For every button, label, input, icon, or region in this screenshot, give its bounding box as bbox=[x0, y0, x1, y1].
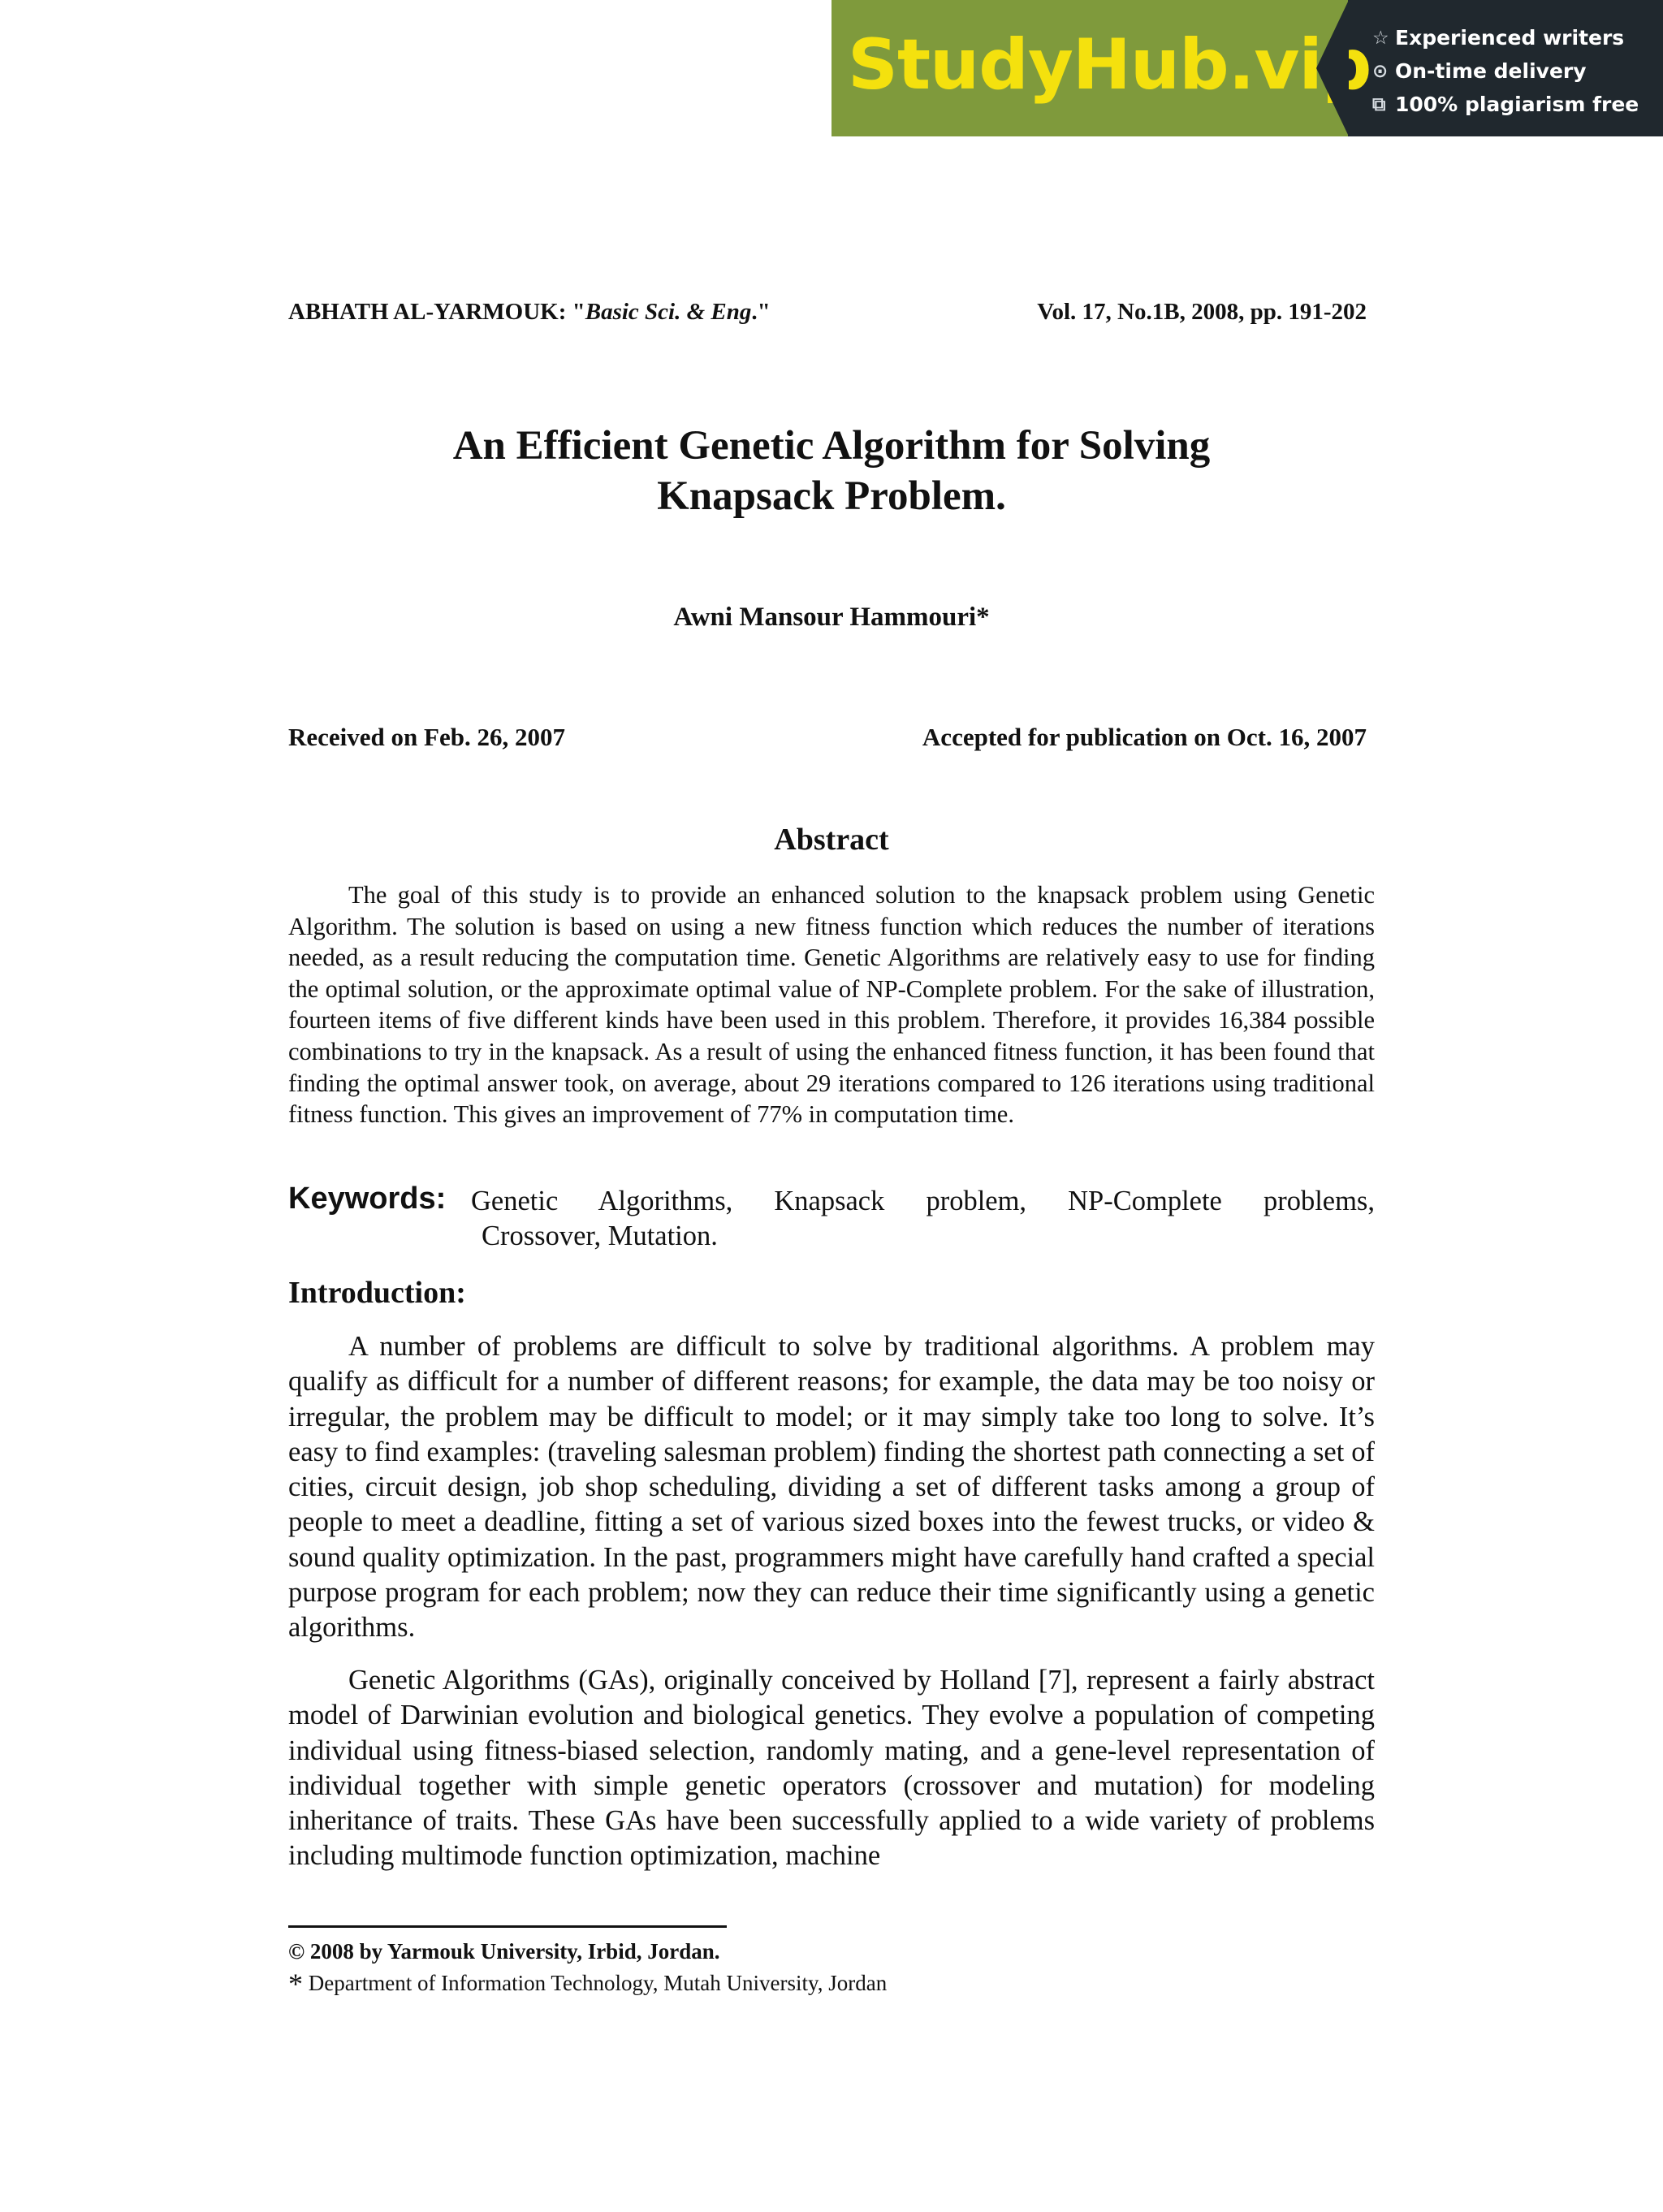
paper-title-line-2: Knapsack Problem. bbox=[657, 473, 1006, 519]
feature-label: Experienced writers bbox=[1395, 26, 1625, 50]
footnote-copyright: © 2008 by Yarmouk University, Irbid, Jordan. bbox=[288, 1939, 720, 1964]
keywords-line-1: Genetic Algorithms, Knapsack problem, NP-Complete problems, bbox=[471, 1186, 1375, 1216]
accepted-date: Accepted for publication on Oct. 16, 2007 bbox=[922, 723, 1367, 751]
introduction-paragraph-2: Genetic Algorithms (GAs), originally conceived by Holland [7], represent a fairly abstract model of Darwinian evolution and biological genetics. They evolve a population of competing individual using fitness-biased selection, randomly mating, and a gene-level representation of individual together with simple genetic operators (crossover and mutation) for modeling inheritance of traits. These GAs have been successfully applied to a wide variety of problems including multimode function optimization, machine bbox=[288, 1665, 1375, 1872]
footnote-affiliation bbox=[288, 1967, 887, 2001]
banner-arrow-shape bbox=[1316, 0, 1349, 136]
abstract-heading: Abstract bbox=[774, 823, 889, 857]
studyhub-logo: StudyHub.vip bbox=[848, 24, 1371, 106]
introduction-paragraph-1: A number of problems are difficult to solve by traditional algorithms. A problem may qualify as difficult for a number of different reasons; for example, the data may be too noisy or irregular, the problem may be difficult to model; or it may simply take too long to solve. It’s easy to find examples: (traveling salesman problem) finding the shortest path connecting a set of cities, circuit design, job shop scheduling, dividing a set of different tasks among a group of people to meet a deadline, fitting a set of various sized boxes into the fewest trucks, or video & sound quality optimization. In the past, programmers might have carefully hand crafted a special purpose program for each problem; now they can reduce their time significantly using a genetic algorithms. bbox=[288, 1331, 1375, 1644]
footnote-star: * bbox=[288, 1968, 303, 2000]
keywords-label: Keywords: bbox=[288, 1182, 447, 1216]
feature-on-time-delivery bbox=[1372, 54, 1663, 88]
journal-name-italic: Basic Sci. & Eng bbox=[585, 299, 752, 325]
feature-label: On-time delivery bbox=[1395, 59, 1587, 83]
introduction-heading: Introduction: bbox=[288, 1276, 466, 1310]
footnote-department: Department of Information Technology, Mutah University, Jordan bbox=[308, 1971, 888, 1995]
star-icon: ☆ bbox=[1372, 27, 1389, 49]
journal-volume: Vol. 17, No.1B, 2008, pp. 191-202 bbox=[1037, 299, 1367, 325]
footnote-divider bbox=[288, 1925, 727, 1928]
received-date: Received on Feb. 26, 2007 bbox=[288, 723, 565, 751]
feature-plagiarism-free bbox=[1372, 88, 1663, 121]
banner-features bbox=[1348, 0, 1663, 136]
journal-name: ABHATH AL-YARMOUK: "Basic Sci. & Eng." bbox=[288, 299, 771, 325]
feature-label: 100% plagiarism free bbox=[1395, 93, 1639, 116]
paper-title-line-1: An Efficient Genetic Algorithm for Solving bbox=[452, 423, 1211, 469]
promo-banner[interactable] bbox=[832, 0, 1663, 136]
feature-experienced-writers bbox=[1372, 21, 1663, 54]
abstract-body: The goal of this study is to provide an enhanced solution to the knapsack problem using Genetic Algorithm. The solution is based on using a new fitness function which reduces the number of iterations needed, as a result reducing the computation time. Genetic Algorithms are relatively easy to use for finding the optimal solution, or the approximate optimal value of NP-Complete problem. For the sake of illustration, fourteen items of five different kinds have been used in this problem. Therefore, it provides 16,384 possible combinations to try in the knapsack. As a result of using the enhanced fitness function, it has been found that finding the optimal answer took, on average, about 29 iterations compared to 126 iterations using traditional fitness function. This gives an improvement of 77% in computation time. bbox=[288, 881, 1375, 1129]
keywords-line-2: Crossover, Mutation. bbox=[482, 1220, 718, 1251]
clock-icon: ⊙ bbox=[1372, 60, 1389, 82]
copy-icon: ⧉ bbox=[1372, 93, 1386, 115]
banner-brand bbox=[832, 0, 1371, 136]
author-name: Awni Mansour Hammouri* bbox=[673, 603, 990, 632]
paper-title bbox=[0, 421, 1663, 521]
